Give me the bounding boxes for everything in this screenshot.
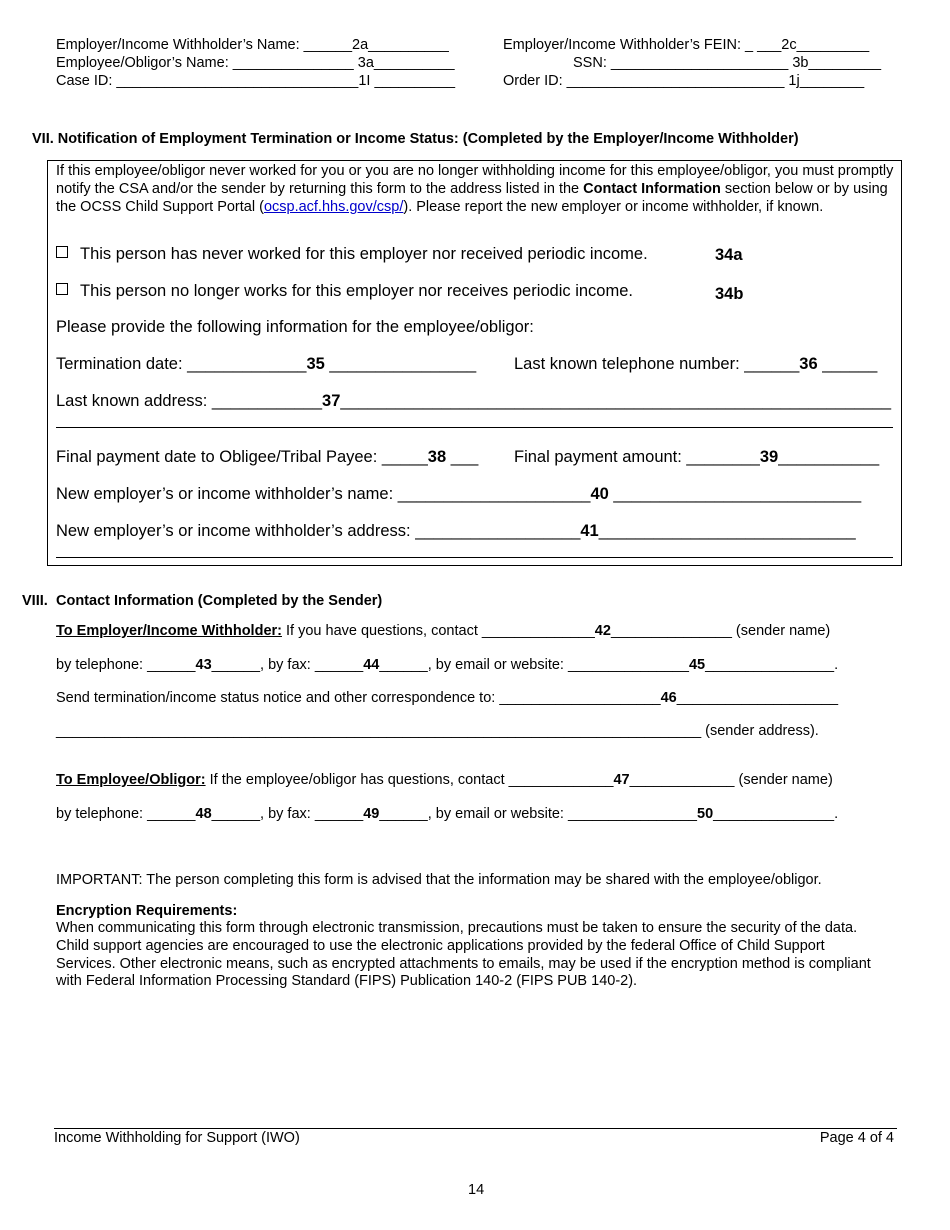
field-num-42: 42 [594,623,611,639]
field-num-38: 38 [427,448,447,466]
send-correspondence-tail: ____________________ [676,690,839,706]
field-num-34b: 34b [715,285,744,303]
checkbox-34b[interactable] [56,283,68,295]
field-num-39: 39 [759,448,779,466]
intro-text-b: section below or by using the OCSS Child Support Portal ( [56,180,888,215]
case-id-field[interactable]: Case ID: ______________________________1I __________ [56,73,456,89]
employer-fein-field[interactable]: Employer/Income Withholder’s FEIN: _ ___2c_________ [503,37,870,53]
to-employee-heading: To Employee/Obligor: [56,772,206,788]
employee-email-tail: _______________. [713,806,839,822]
employer-contact-line-2[interactable] [56,657,838,673]
employee-telephone-label: by telephone: ______ [56,806,196,822]
final-payment-amount-label: Final payment amount: ________ [514,448,760,466]
checkbox-never-worked-row [56,245,648,264]
checkbox-no-longer-works-row [56,282,633,301]
new-address-continuation-line[interactable] [56,557,893,558]
order-id-field[interactable]: Order ID: ___________________________ 1j________ [503,73,865,89]
termination-date-tail: ________________ [324,355,477,373]
termination-date-label: Termination date: _____________ [56,355,307,373]
encryption-body: When communicating this form through electronic transmission, precautions must be taken to ensure the security of the data. Child support agencies are encouraged to use the electronic applications provided by the federal Office of Child Support Services. Other electronic means, such as encrypted attachments to emails, may be used if the encryption method is compliant with Federal Information Processing Standard (FIPS) Publication 140-2 (FIPS PUB 140-2). [56,920,871,990]
field-num-41: 41 [580,522,599,540]
employee-name-field[interactable]: Employee/Obligor’s Name: _______________ 3a__________ [56,55,455,71]
employee-contact-line-1[interactable] [56,772,833,788]
new-employer-name-tail: ___________________________ [608,485,862,503]
field-num-36: 36 [799,355,818,373]
new-employer-address-label: New employer’s or income withholder’s address: __________________ [56,522,581,540]
section-7-intro [56,163,894,216]
section-8-title: Contact Information (Completed by the Sender) [56,593,383,609]
field-num-50: 50 [697,806,714,822]
page-number: 14 [468,1182,485,1198]
new-employer-address-field[interactable] [56,522,856,541]
new-employer-name-label: New employer’s or income withholder’s name: _____________________ [56,485,591,503]
employer-email-label: ______, by email or website: _______________ [379,657,689,673]
field-num-34a: 34a [715,246,743,264]
field-num-40: 40 [590,485,609,503]
employer-contact-text-b: _______________ (sender name) [610,623,831,639]
employee-email-label: ______, by email or website: ________________ [379,806,697,822]
footer-rule [54,1128,897,1129]
intro-text-c: ). Please report the new employer or income withholder, if known. [403,198,824,215]
employer-contact-line-1[interactable] [56,623,830,639]
final-payment-date-label: Final payment date to Obligee/Tribal Payee: _____ [56,448,428,466]
checkbox-34a[interactable] [56,246,68,258]
intro-bold: Contact Information [583,180,721,197]
last-address-field[interactable] [56,392,891,411]
provide-info-text: Please provide the following information for the employee/obligor: [56,318,534,336]
final-payment-amount-field[interactable] [514,448,879,467]
employer-name-field[interactable]: Employer/Income Withholder’s Name: ______2a__________ [56,37,449,53]
footer-form-name: Income Withholding for Support (IWO) [54,1130,300,1146]
employer-contact-text-a: If you have questions, contact ______________ [281,623,595,639]
last-address-label: Last known address: ____________ [56,392,323,410]
checkbox-34a-label: This person has never worked for this employer nor received periodic income. [80,245,648,263]
field-num-47: 47 [613,772,630,788]
field-num-37: 37 [322,392,341,410]
final-payment-date-field[interactable] [56,448,478,467]
to-employer-heading: To Employer/Income Withholder: [56,623,282,639]
field-num-35: 35 [306,355,325,373]
employee-fax-label: ______, by fax: ______ [211,806,364,822]
last-phone-label: Last known telephone number: ______ [514,355,800,373]
employee-contact-line-2[interactable] [56,806,838,822]
section-8-number: VIII. [22,593,48,609]
termination-date-field[interactable] [56,355,476,374]
new-employer-address-tail: ____________________________ [598,522,856,540]
field-num-44: 44 [363,657,380,673]
section-7-title: VII. Notification of Employment Termination or Income Status: (Completed by the Employer/Income Withholder) [32,131,799,147]
field-num-46: 46 [660,690,677,706]
field-num-49: 49 [363,806,380,822]
employer-telephone-label: by telephone: ______ [56,657,196,673]
new-employer-name-field[interactable] [56,485,861,504]
field-num-43: 43 [195,657,212,673]
last-phone-field[interactable] [514,355,877,374]
address-continuation-line[interactable] [56,427,893,428]
sender-address-line[interactable]: ________________________________________________________________________________ (sender address). [56,723,819,739]
final-payment-date-tail: ___ [446,448,479,466]
send-correspondence-text: Send termination/income status notice and other correspondence to: ____________________ [56,690,661,706]
field-num-48: 48 [195,806,212,822]
last-address-tail: ____________________________________________________________ [340,392,891,410]
final-payment-amount-tail: ___________ [778,448,880,466]
footer-page-of: Page 4 of 4 [819,1130,894,1146]
send-correspondence-line[interactable] [56,690,838,706]
employer-fax-label: ______, by fax: ______ [211,657,364,673]
important-notice: IMPORTANT: The person completing this form is advised that the information may be shared with the employee/obligor. [56,872,822,888]
employer-email-tail: ________________. [705,657,839,673]
encryption-heading: Encryption Requirements: [56,903,238,919]
intro-text-a: If this employee/obligor never worked for you or you are no longer withholding income for this employee/obligor, you must promptly notify the CSA and/or the sender by returning this form to the address listed in the [56,163,894,197]
employee-contact-text-b: _____________ (sender name) [629,772,833,788]
ocss-portal-link[interactable]: ocsp.acf.hhs.gov/csp/ [263,198,404,215]
last-phone-tail: ______ [817,355,878,373]
ssn-field[interactable]: SSN: ______________________ 3b_________ [573,55,882,71]
employee-contact-text-a: If the employee/obligor has questions, contact _____________ [205,772,614,788]
field-num-45: 45 [688,657,706,673]
checkbox-34b-label: This person no longer works for this employer nor receives periodic income. [80,282,633,300]
